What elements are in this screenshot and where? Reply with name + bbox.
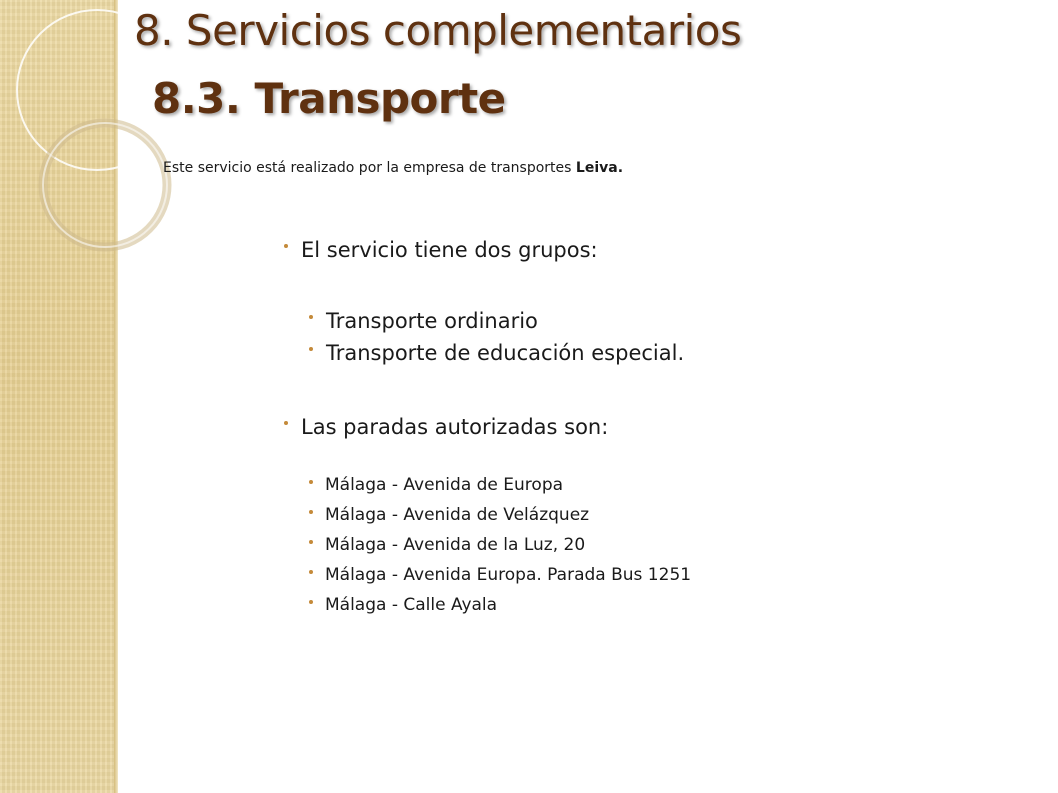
bullet-icon: [309, 540, 313, 544]
group-item-text: Transporte de educación especial.: [326, 341, 685, 365]
stop-item-text: Málaga - Avenida de la Luz, 20: [325, 535, 586, 555]
bullet-icon: [309, 480, 313, 484]
side-panel-edge: [114, 0, 118, 793]
decorative-side-panel: [0, 0, 117, 793]
stops-heading-text: Las paradas autorizadas son:: [301, 415, 609, 439]
stop-item-text: Málaga - Avenida de Velázquez: [325, 505, 590, 525]
stop-item: [309, 475, 563, 495]
stop-item-text: Málaga - Calle Ayala: [325, 595, 498, 615]
stop-item: [309, 595, 497, 615]
stops-heading: [284, 415, 608, 439]
group-item: [309, 341, 684, 365]
group-item: [309, 309, 538, 333]
stop-item: [309, 505, 589, 525]
slide-subtitle: 8.3. Transporte: [152, 74, 506, 123]
stop-item: [309, 565, 691, 585]
groups-heading: [284, 238, 598, 262]
group-item-text: Transporte ordinario: [326, 309, 538, 333]
bullet-icon: [309, 570, 313, 574]
stop-item: [309, 535, 585, 555]
intro-text: [163, 160, 623, 176]
intro-sentence: Este servicio está realizado por la empresa de transportes: [163, 160, 576, 176]
bullet-icon: [284, 421, 288, 425]
company-name: Leiva.: [575, 160, 624, 176]
groups-heading-text: El servicio tiene dos grupos:: [301, 238, 598, 262]
bullet-icon: [284, 244, 288, 248]
stop-item-text: Málaga - Avenida de Europa: [325, 475, 564, 495]
bullet-icon: [309, 315, 313, 319]
slide-title: 8. Servicios complementarios: [134, 6, 742, 55]
stop-item-text: Málaga - Avenida Europa. Parada Bus 1251: [325, 565, 692, 585]
bullet-icon: [309, 600, 313, 604]
bullet-icon: [309, 347, 313, 351]
bullet-icon: [309, 510, 313, 514]
